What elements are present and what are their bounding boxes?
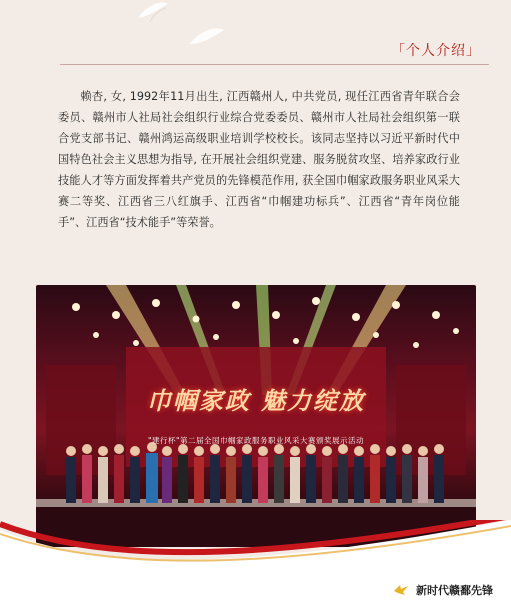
bio-paragraph: 赖杏, 女, 1992年11月出生, 江西赣州人, 中共党员, 现任江西省青年联合会委员、赣州市人社局社会组织行业综合党委委员、赣州市人社局社会组织第一联合党支部书记、赣州鸿运高级职业培训学校校长。该同志坚持以习近平新时代中国特色社会主义思想为指导, 在开展社会组织党建、服务脱贫攻坚、培养家政行业技能人才等方面发挥着共产党员的先锋模范作用, 获全国巾帼家政服务职业风采大赛二等奖、江西省三八红旗手、江西省“巾帼建功标兵”、江西省“青年岗位能手”、江西省“技术能手”等荣誉。 [58,90,460,229]
award-ceremony-photo [36,285,476,547]
flag-icon [392,583,410,597]
section-divider [60,64,489,65]
footer-label: 新时代赣鄱先锋 [416,584,493,597]
footer-brand [392,582,493,598]
leaf-decoration-icon [120,0,240,60]
stage-screen-subtitle: "建行杯"第二届全国巾帼家政服务职业风采大赛颁奖展示活动 [148,436,364,445]
stage-scene [36,285,476,547]
stage-screen-title: 巾帼家政 魅力绽放 [146,386,366,415]
red-ribbon-decoration [0,520,511,575]
section-title: 「个人介绍」 [391,43,481,59]
